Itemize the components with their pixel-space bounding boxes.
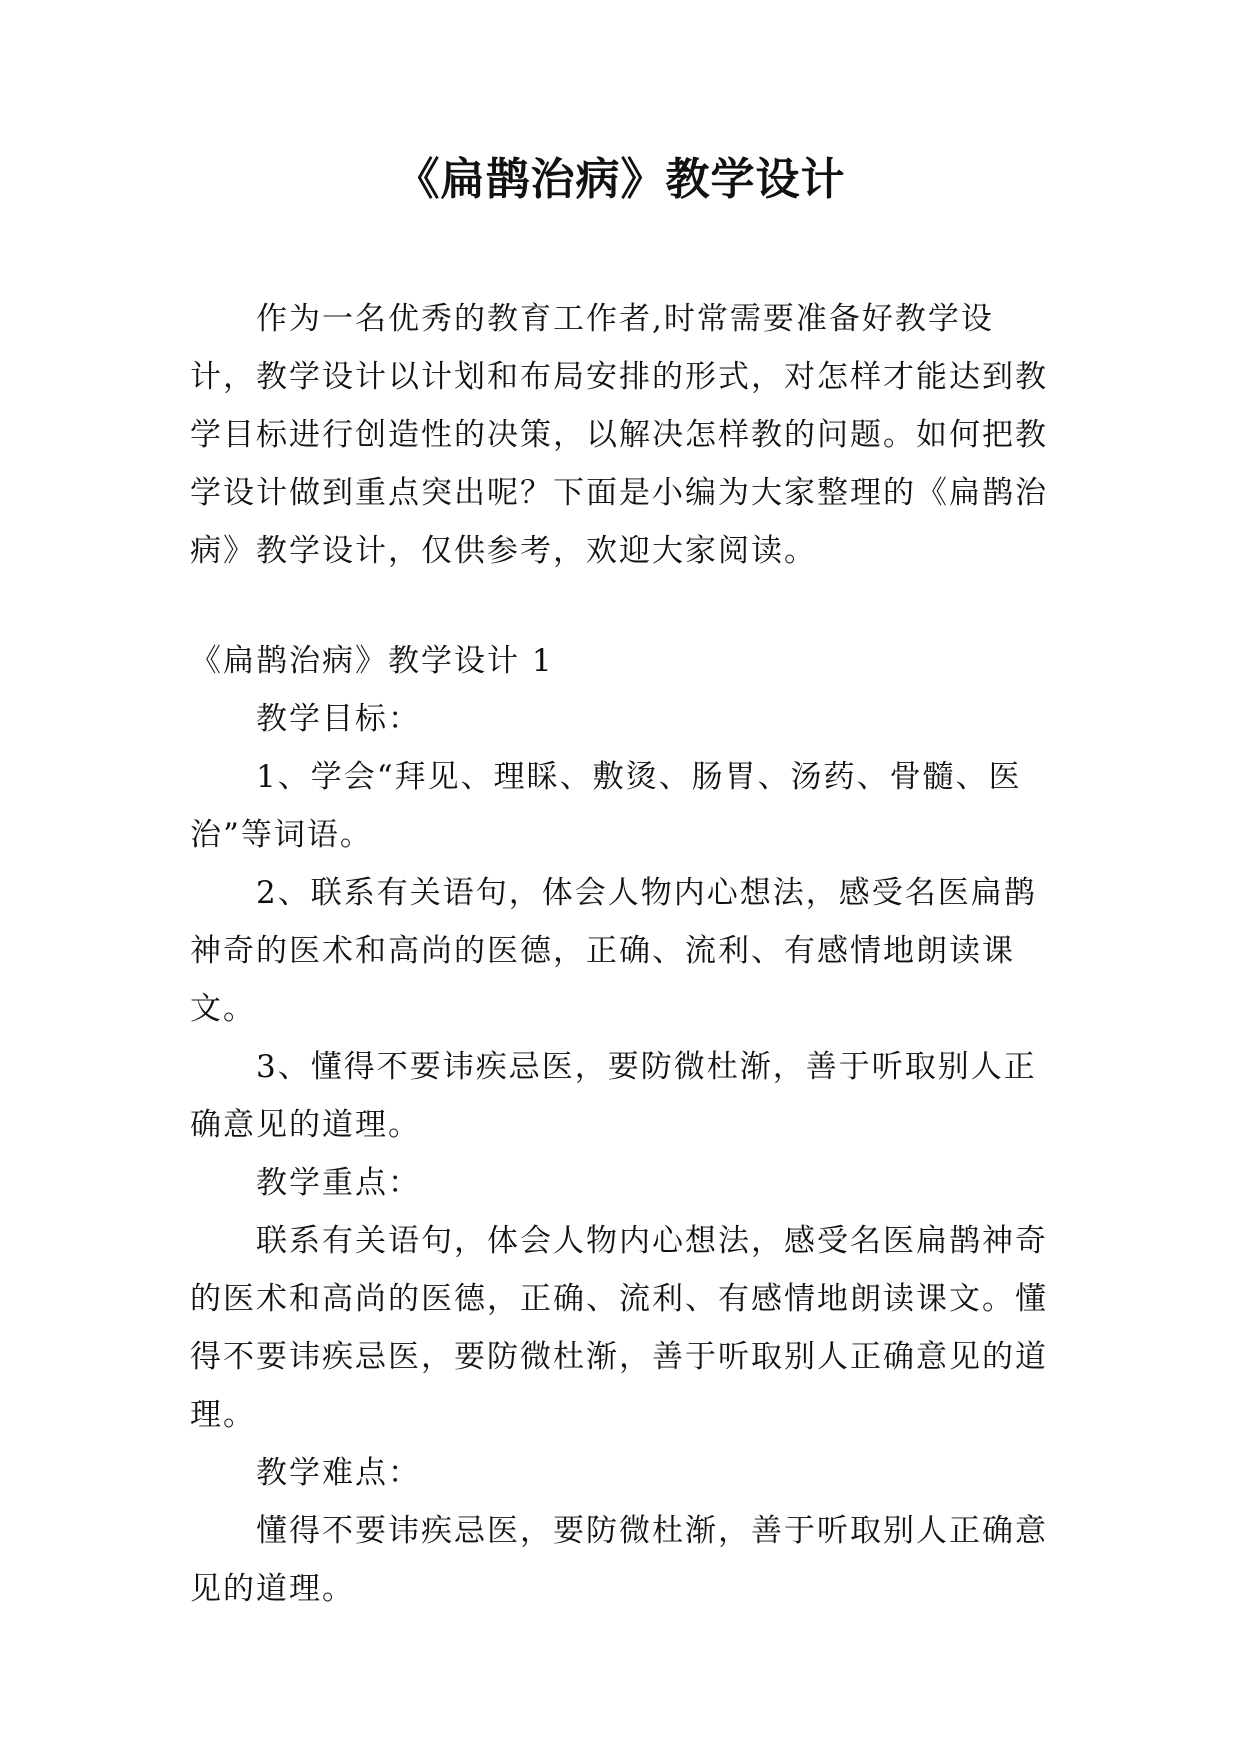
heading-key-points: 教学重点：	[256, 1165, 421, 1201]
heading-difficulties: 教学难点：	[256, 1455, 421, 1491]
difficulties-text: 懂得不要讳疾忌医，要防微杜渐，善于听取别人正确意见的道理。	[190, 1513, 1048, 1607]
section-subtitle: 《扁鹊治病》教学设计 1	[190, 643, 554, 679]
objective-1: 1、学会“拜见、理睬、敷烫、肠胃、汤药、骨髓、医治”等词语。	[190, 759, 1022, 853]
intro-paragraph: 作为一名优秀的教育工作者,时常需要准备好教学设计，教学设计以计划和布局安排的形式，对怎样才能达到教学目标进行创造性的决策，以解决怎样教的问题。如何把教学设计做到重点突出呢？下面是小编为大家整理的《扁鹊治病》教学设计，仅供参考，欢迎大家阅读。	[190, 301, 1048, 569]
objective-2: 2、联系有关语句，体会人物内心想法，感受名医扁鹊神奇的医术和高尚的医德，正确、流利、有感情地朗读课文。	[190, 875, 1037, 1027]
document-title: 《扁鹊治病》教学设计	[395, 154, 846, 205]
heading-objectives: 教学目标：	[256, 701, 421, 737]
section-1	[190, 632, 1058, 1618]
key-points-text: 联系有关语句，体会人物内心想法，感受名医扁鹊神奇的医术和高尚的医德，正确、流利、有感情地朗读课文。懂得不要讳疾忌医，要防微杜渐，善于听取别人正确意见的道理。	[190, 1223, 1048, 1433]
objective-3: 3、懂得不要讳疾忌医，要防微杜渐，善于听取别人正确意见的道理。	[190, 1049, 1037, 1143]
